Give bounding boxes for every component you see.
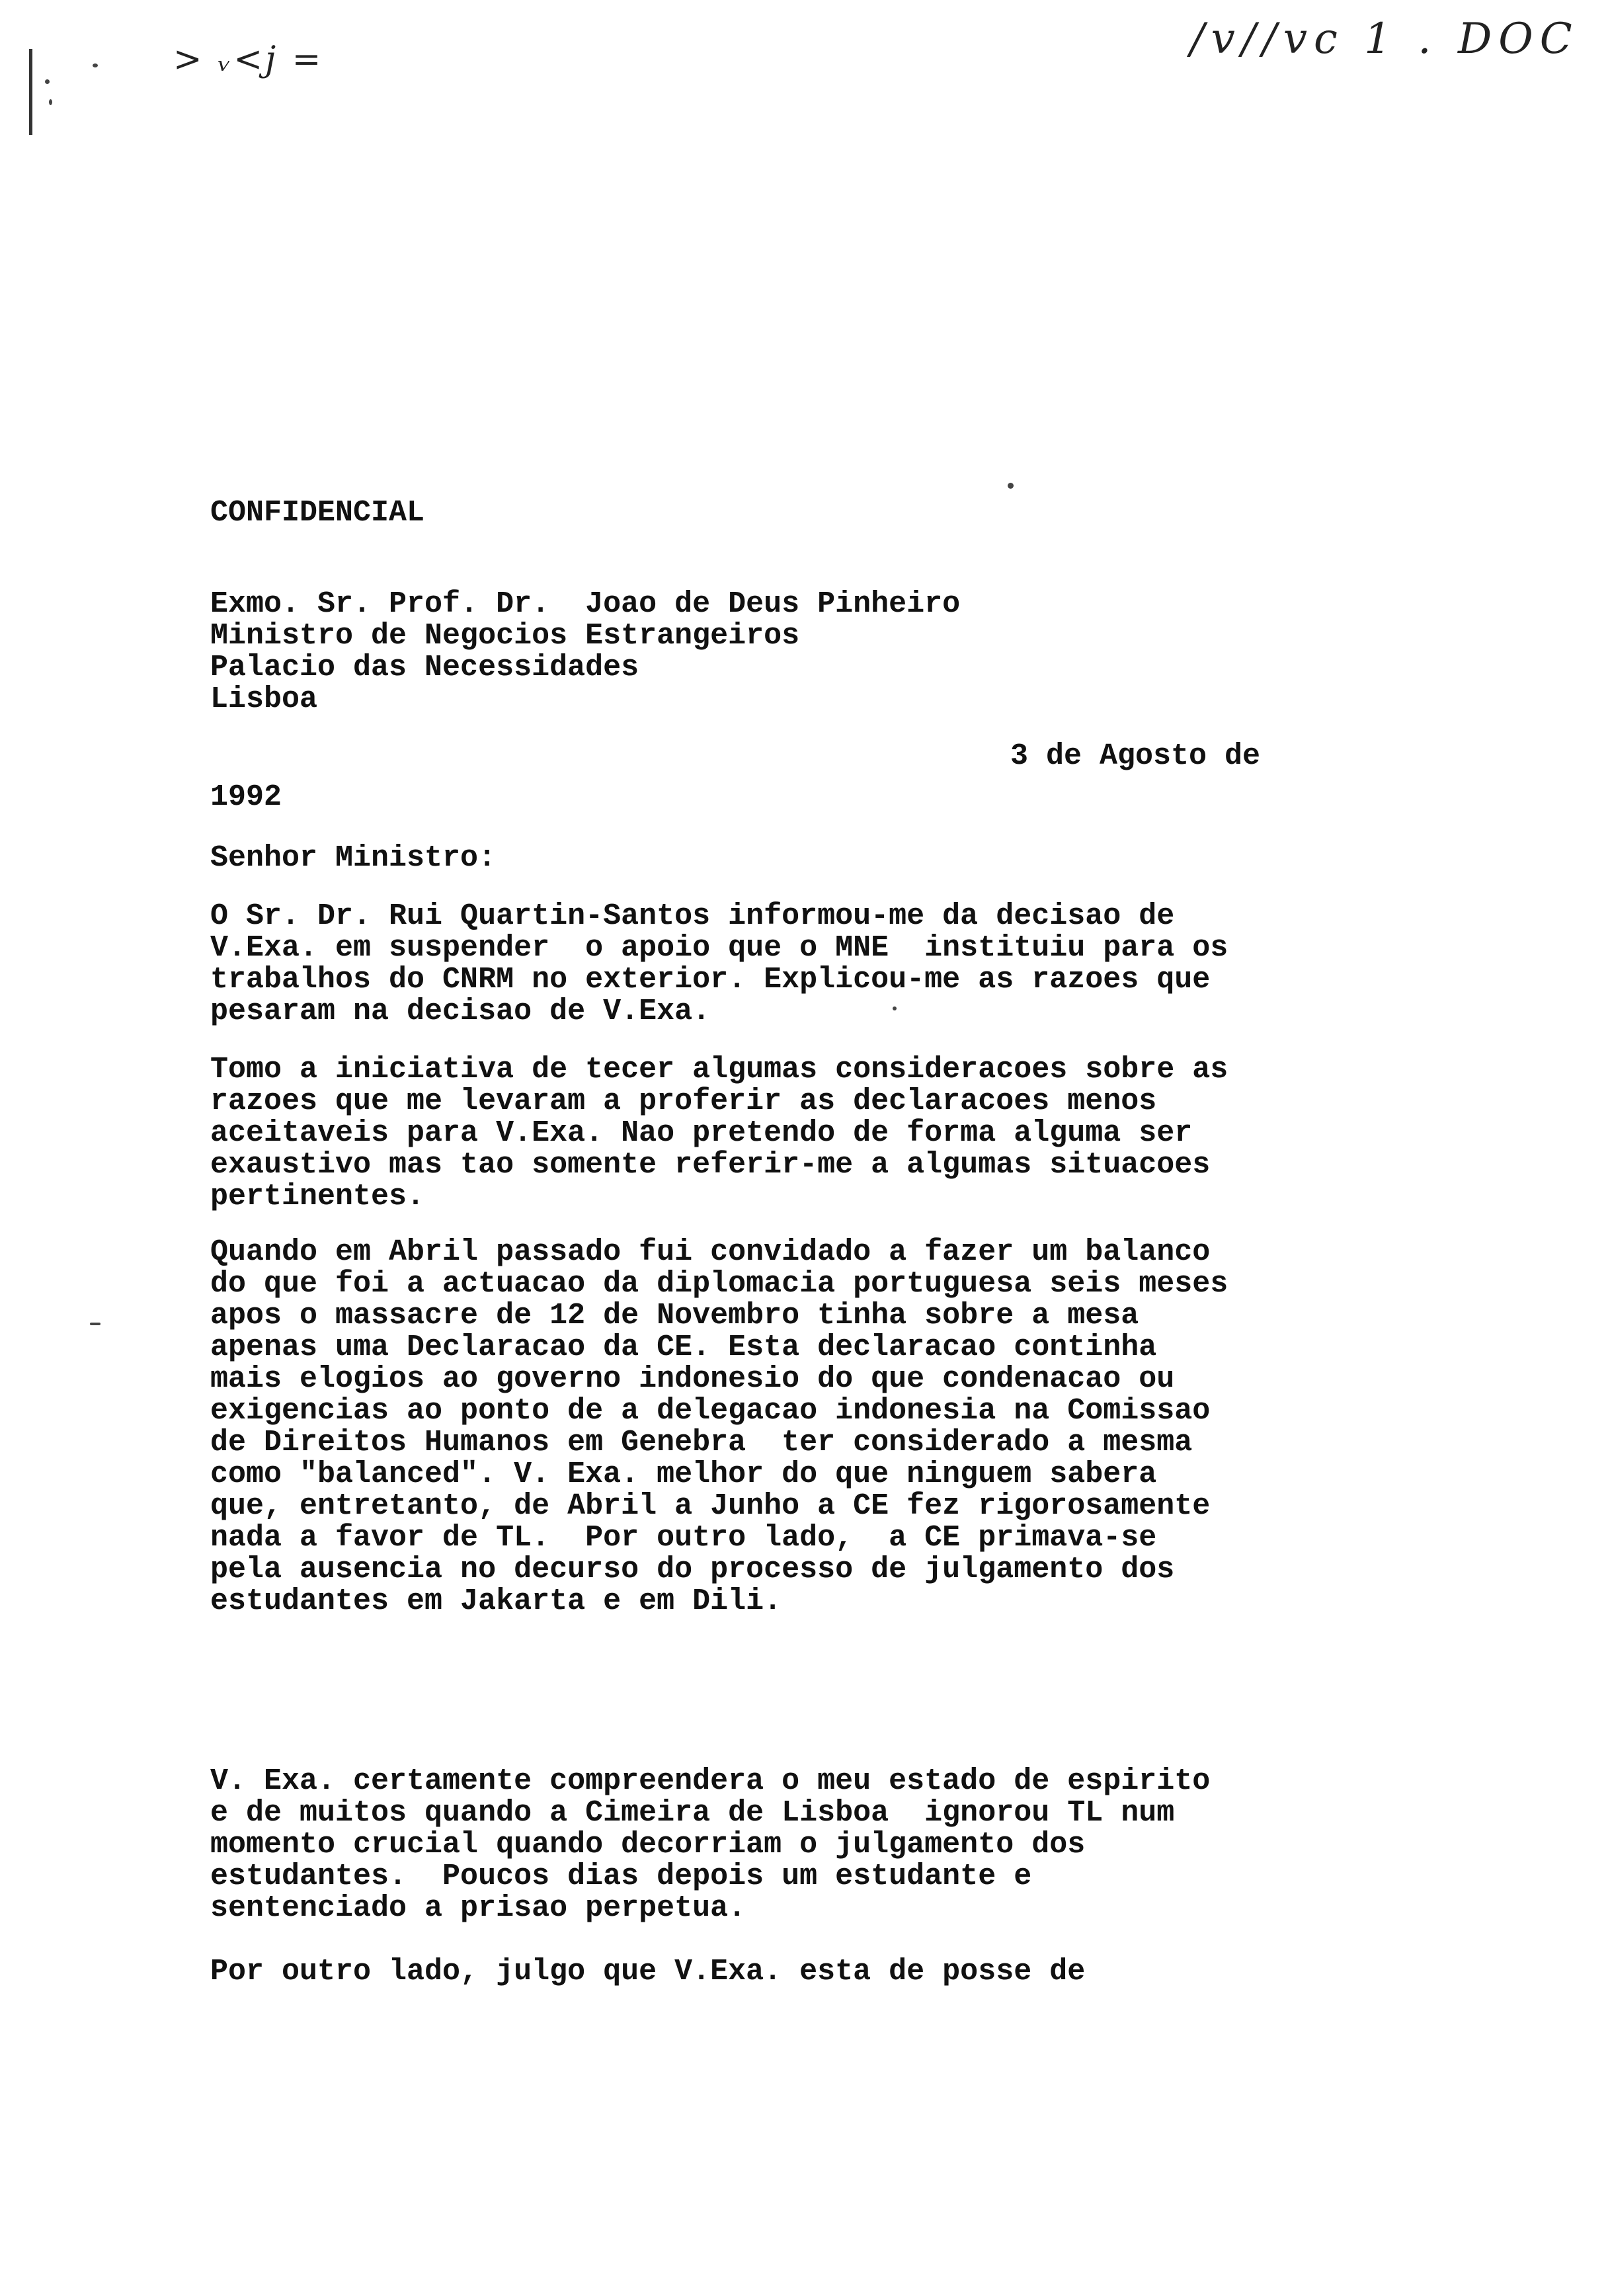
paragraph-3 <box>210 1237 1361 1618</box>
text-line: V. Exa. certamente compreendera o meu estado de espirito <box>210 1764 1211 1798</box>
text-line: razoes que me levaram a proferir as declaracoes menos <box>210 1085 1157 1118</box>
text-line: apos o massacre de 12 de Novembro tinha sobre a mesa <box>210 1299 1139 1332</box>
paragraph-4 <box>210 1766 1361 1924</box>
margin-dot-mark <box>93 63 98 67</box>
handwritten-filename-note: /v//vc 1 . DOC <box>1190 15 1579 63</box>
text-line: aceitaveis para V.Exa. Nao pretendo de forma alguma ser <box>210 1116 1193 1150</box>
text-line: Quando em Abril passado fui convidado a fazer um balanco <box>210 1235 1211 1269</box>
text-line: Por outro lado, julgo que V.Exa. esta de posse de <box>210 1955 1086 1988</box>
text-line: pesaram na decisao de V.Exa. <box>210 995 711 1028</box>
text-line: pela ausencia no decurso do processo de julgamento dos <box>210 1553 1175 1586</box>
text-line: exaustivo mas tao somente referir-me a algumas situacoes <box>210 1148 1211 1182</box>
text-line: mais elogios ao governo indonesio do que condenacao ou <box>210 1362 1175 1396</box>
margin-dot-mark <box>49 99 52 105</box>
text-line: de Direitos Humanos em Genebra ter considerado a mesma <box>210 1426 1193 1459</box>
date-line-day-month: 3 de Agosto de <box>1010 739 1261 773</box>
margin-dot-mark <box>45 79 50 84</box>
salutation: Senhor Ministro: <box>210 841 497 875</box>
classification-label: CONFIDENCIAL <box>210 496 425 530</box>
date-line-year: 1992 <box>210 780 282 814</box>
recipient-title: Ministro de Negocios Estrangeiros <box>210 619 800 653</box>
text-line: como "balanced". V. Exa. melhor do que ninguem sabera <box>210 1457 1157 1491</box>
recipient-name: Exmo. Sr. Prof. Dr. Joao de Deus Pinheiro <box>210 587 961 621</box>
text-line: e de muitos quando a Cimeira de Lisboa ignorou TL num <box>210 1796 1175 1830</box>
text-line: do que foi a actuacao da diplomacia portuguesa seis meses <box>210 1267 1228 1301</box>
margin-dot-mark <box>1008 483 1014 489</box>
text-line: estudantes. Poucos dias depois um estudante e <box>210 1860 1032 1893</box>
recipient-city: Lisboa <box>210 682 318 716</box>
margin-dot-mark <box>90 1323 100 1325</box>
text-line: momento crucial quando decorriam o julgamento dos <box>210 1828 1086 1862</box>
paragraph-1 <box>210 901 1361 1028</box>
text-line: apenas uma Declaracao da CE. Esta declaracao continha <box>210 1331 1157 1364</box>
margin-bracket-mark <box>29 49 32 135</box>
text-line: nada a favor de TL. Por outro lado, a CE primava-se <box>210 1521 1157 1555</box>
handwritten-margin-note: > ᵥ<j = <box>173 40 324 79</box>
text-line: Tomo a iniciativa de tecer algumas consideracoes sobre as <box>210 1053 1228 1086</box>
text-line: V.Exa. em suspender o apoio que o MNE instituiu para os <box>210 931 1228 965</box>
paragraph-2 <box>210 1054 1361 1213</box>
text-line: pertinentes. <box>210 1180 425 1213</box>
text-line: O Sr. Dr. Rui Quartin-Santos informou-me da decisao de <box>210 899 1175 933</box>
paragraph-5 <box>210 1956 1361 1988</box>
text-line: trabalhos do CNRM no exterior. Explicou-me as razoes que <box>210 963 1211 997</box>
recipient-block <box>210 589 1361 716</box>
text-line: estudantes em Jakarta e em Dili. <box>210 1584 782 1618</box>
text-line: exigencias ao ponto de a delegacao indonesia na Comissao <box>210 1394 1211 1428</box>
text-line: que, entretanto, de Abril a Junho a CE fez rigorosamente <box>210 1489 1211 1523</box>
recipient-address: Palacio das Necessidades <box>210 651 639 684</box>
text-line: sentenciado a prisao perpetua. <box>210 1891 746 1925</box>
